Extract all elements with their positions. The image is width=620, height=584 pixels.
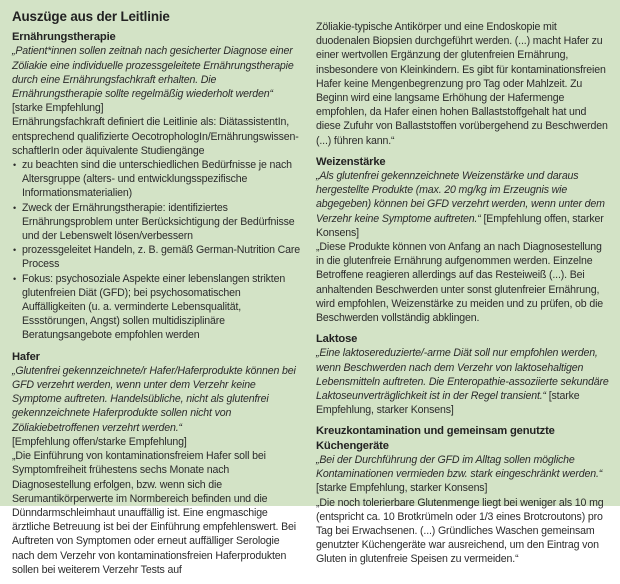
section-quote-paragraph (316, 169, 612, 240)
section-heading: Weizenstärke (316, 155, 386, 168)
section-text: Zöliakie-typische Antikörper und eine Endoskopie mit duodenalen Biopsien durchgeführt werden. (...) macht Hafer zu einer wertvollen Ergänzung der glutenfreien Ernährung, insbesondere von Kleinkindern. Es gibt für kontaminationsfreien Hafer keine Mengenbegrenzung pro Tag oder Mahlzeit. Zu Beginn wird eine langsame Erhöhung der Hafermenge empfohlen, da Hafer einen hohen Ballaststoffgehalt hat und diese Zufuhr von Ballaststoffen vorübergehend zu Beschwerden (...) führen kann.“ (316, 21, 608, 147)
section-heading: Hafer (12, 350, 40, 363)
quote: „Patient*innen sollen zeitnah nach gesicherter Diagnose einer Zöliakie eine individuelle prozessgeleitete Ernährungstherapie durch eine Ernährungsfachkraft erhalten. Die Ernährungstherapie sollte regelmäßig wiederholt werden“ (12, 45, 294, 101)
section-hafer-continued (316, 20, 612, 148)
rating: [Empfehlung offen/starke Empfehlung] (12, 435, 187, 448)
list-item: • Zweck der Ernährungstherapie: identifiziertes Ernährungsproblem unter Berücksichtigung der Bedürfnisse und der Lebenswelt lösen/verbessern (12, 201, 302, 244)
section-weizenstaerke (316, 155, 612, 325)
quote: „Glutenfrei gekennzeichnete/r Hafer/Haferprodukte können bei GFD verzehrt werden, wenn unter dem Verzehr keine Symptome auftreten. Handelsübliche, nicht als glutenfrei gekennzeichnete Haferprodukte sollen nicht von Zöliakiebetroffenen verzehrt werden.“ (12, 364, 296, 434)
section-heading: Laktose (316, 333, 358, 346)
section-hafer (12, 350, 302, 577)
right-column (316, 10, 612, 584)
list-item: • prozessgeleitet Handeln, z. B. gemäß German-Nutrition Care Process (12, 243, 302, 271)
box-title: Auszüge aus der Leitlinie (12, 9, 170, 24)
rating: [starke Empfehlung, starker Konsens] (316, 390, 580, 417)
section-text: Ernährungsfachkraft definiert die Leitlinie als: DiätassistentIn, entsprechend qualifizierte OecotrophologIn/Ernährungswissen-schaftlerIn oder äquivalente Studiengänge (12, 116, 299, 157)
section-quote-paragraph (316, 346, 612, 417)
rating: [starke Empfehlung, starker Konsens] (316, 482, 488, 495)
section-heading: Kreuzkontamination und gemeinsam genutzte Küchengeräte (316, 425, 555, 452)
list-item: • zu beachten sind die unterschiedlichen Bedürfnisse je nach Altersgruppe (alters- und entwicklungsspezifische Informationsmaterialien) (12, 158, 302, 201)
section-laktose (316, 332, 612, 417)
section-kreuzkontamination (316, 424, 612, 566)
section-text: „Diese Produkte können von Anfang an nach Diagnosestellung in die glutenfreie Ernährung aufgenommen werden. Einzelne Betroffene reagieren allerdings auf das Resteiweiß (...). Bei anhaltenden Beschwerden unter sonst glutenfreier Ernährung, wird empfohlen, Weizenstärke zu meiden und zu prüfen, ob die Beschwerden vollständig abklingen. (316, 241, 604, 325)
bullet-list (12, 158, 302, 343)
quote: „Eine laktosereduzierte/-arme Diät soll nur empfohlen werden, wenn Beschwerden nach dem Verzehr von laktosehaltigen Lebensmitteln auftreten. Die Enteropathie-assoziierte sekundäre Laktoseunverträglichkeit ist in der Regel transient.“ (316, 347, 609, 403)
section-text: „Die noch tolerierbare Glutenmenge liegt bei weniger als 10 mg (entspricht ca. 10 Brotkrümeln oder 1/3 eines Brotcroutons) pro Tag bei Erwachsenen. (...) Gründliches Waschen gemeinsam genutzter Küchengeräte war ausreichend, um den Eintrag von Gluten in glutenfreie Speisen zu vermeiden.“ (316, 496, 604, 566)
rating: [Empfehlung offen, starker Konsens] (316, 212, 604, 239)
section-quote-paragraph (12, 44, 302, 115)
left-column (12, 10, 302, 584)
quote: „Als glutenfrei gekennzeichnete Weizenstärke und daraus hergestellte Produkte (max. 20 mg/kg im Erzeugnis wie abgegeben) können bei GFD verzehrt werden, wenn unter dem Verzehr keine Symptome auftreten.“ (316, 170, 605, 225)
section-ernaehrungstherapie (12, 30, 302, 342)
list-item: • Fokus: psychosoziale Aspekte einer lebenslangen strikten glutenfreien Diät (GFD); bei psychosomatischen Auffälligkeiten (u. a. verminderte Lebensqualität, Essstörungen, Angst) sollen multidisziplinäre Beratungsangebote empfohlen werden (12, 272, 302, 343)
section-text: „Die Einführung von kontaminationsfreiem Hafer soll bei Symptomfreiheit frühestens sechs Monate nach Diagnosestellung erfolgen, bzw. wenn sich die Serumantikörperwerte im Normbereich befinden und die Dünndarmschleimhaut unauffällig ist. Eine engmaschige ärztliche Betreuung ist bei der Einführung empfehlenswert. Bei Auftreten von Symptomen oder erneut auffälliger Serologie nach dem Verzehr von kontaminationsfreien Haferprodukten sollen bei weiterem Verzehr Tests auf (12, 450, 296, 576)
section-heading: Ernährungstherapie (12, 31, 116, 44)
rating: [starke Empfehlung] (12, 102, 104, 115)
section-quote-paragraph (316, 453, 612, 496)
quote: „Bei der Durchführung der GFD im Alltag sollen mögliche Kontaminationen vermieden bzw. stark eingeschränkt werden.“ (316, 453, 603, 481)
